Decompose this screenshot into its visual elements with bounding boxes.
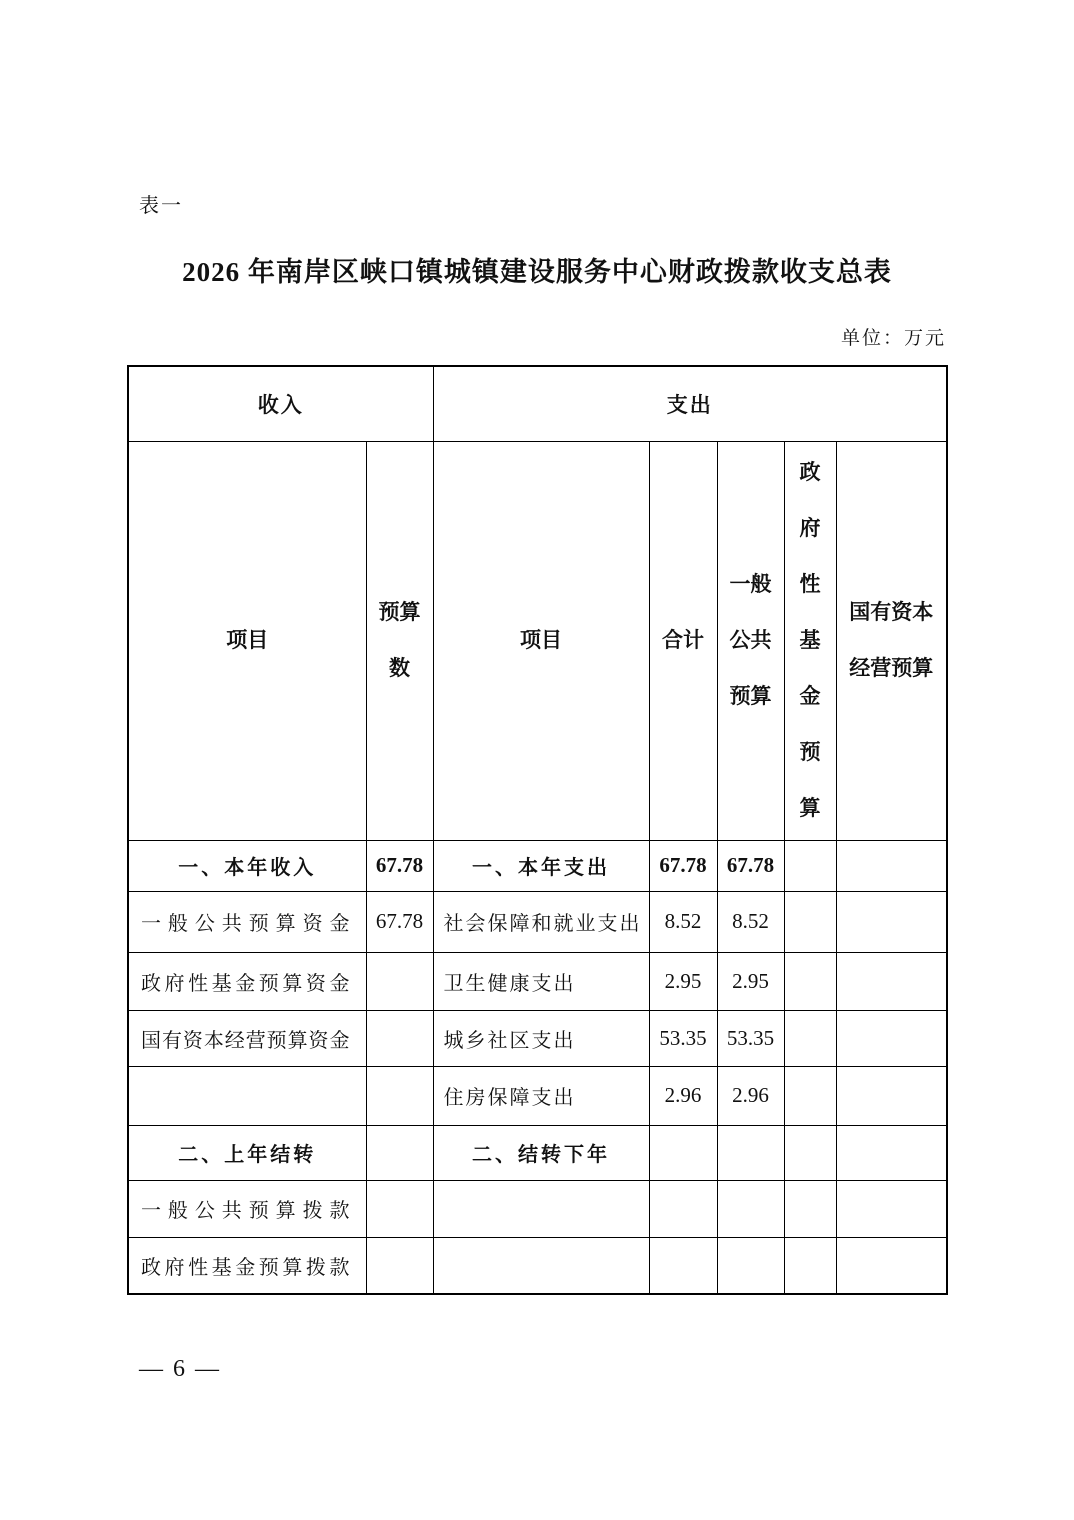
- exp-total-cell: 2.96: [649, 1066, 717, 1125]
- table-row: [128, 952, 947, 1010]
- exp-general-cell: 2.96: [717, 1066, 784, 1125]
- exp-state-capital-cell: [836, 1125, 947, 1180]
- income-budget-cell: [366, 1125, 433, 1180]
- income-budget-cell: 67.78: [366, 840, 433, 891]
- exp-item-cell: [433, 1180, 649, 1237]
- exp-total-header: [649, 441, 717, 840]
- income-budget-cell: [366, 1180, 433, 1237]
- table-label: 表一: [139, 195, 183, 217]
- exp-gov-fund-cell: [784, 1125, 836, 1180]
- income-item-cell: 政府性基金预算资金: [128, 952, 366, 1010]
- exp-total-cell: [649, 1125, 717, 1180]
- exp-general-budget-header: [717, 441, 784, 840]
- table-row: [128, 1237, 947, 1294]
- exp-item-cell: 城乡社区支出: [433, 1010, 649, 1066]
- exp-state-capital-cell: [836, 1010, 947, 1066]
- exp-total-cell: [649, 1237, 717, 1294]
- table-row: [128, 1066, 947, 1125]
- exp-state-capital-cell: [836, 840, 947, 891]
- exp-total-cell: 8.52: [649, 891, 717, 952]
- exp-state-capital-cell: [836, 952, 947, 1010]
- exp-gov-fund-header-label: 政府性基金预算: [799, 460, 821, 820]
- expenditure-group-header: 支出: [433, 366, 947, 441]
- income-budget-header-label: 预算数: [378, 600, 421, 680]
- exp-general-cell: [717, 1180, 784, 1237]
- exp-general-cell: 53.35: [717, 1010, 784, 1066]
- table-row: [128, 1010, 947, 1066]
- exp-gov-fund-cell: [784, 840, 836, 891]
- exp-gov-fund-cell: [784, 1010, 836, 1066]
- table-column-header-row: [128, 441, 947, 840]
- exp-item-cell: [433, 1237, 649, 1294]
- exp-total-cell: 2.95: [649, 952, 717, 1010]
- exp-total-header-label: 合计: [662, 628, 704, 652]
- exp-total-cell: 53.35: [649, 1010, 717, 1066]
- income-item-cell: 一般公共预算资金: [128, 891, 366, 952]
- exp-state-capital-cell: [836, 1066, 947, 1125]
- exp-item-cell: 社会保障和就业支出: [433, 891, 649, 952]
- budget-summary-table: [127, 365, 948, 1295]
- table-row: [128, 1180, 947, 1237]
- table-row: [128, 1125, 947, 1180]
- income-budget-cell: 67.78: [366, 891, 433, 952]
- exp-gov-fund-cell: [784, 891, 836, 952]
- income-budget-cell: [366, 1010, 433, 1066]
- exp-state-capital-header-label: 国有资本经营预算: [849, 600, 934, 680]
- income-group-header: 收入: [128, 366, 433, 441]
- exp-item-cell: 二、结转下年: [433, 1125, 649, 1180]
- income-item-cell: 二、上年结转: [128, 1125, 366, 1180]
- exp-item-cell: 卫生健康支出: [433, 952, 649, 1010]
- page-number: — 6 —: [139, 1356, 221, 1382]
- document-title: 2026 年南岸区峡口镇城镇建设服务中心财政拨款收支总表: [182, 257, 892, 287]
- exp-gov-fund-cell: [784, 1180, 836, 1237]
- table-group-header-row: [128, 366, 947, 441]
- exp-general-cell: 2.95: [717, 952, 784, 1010]
- income-item-cell: 一、本年收入: [128, 840, 366, 891]
- exp-item-header: [433, 441, 649, 840]
- income-budget-cell: [366, 1237, 433, 1294]
- exp-state-capital-cell: [836, 1180, 947, 1237]
- exp-general-cell: [717, 1237, 784, 1294]
- exp-gov-fund-cell: [784, 1237, 836, 1294]
- exp-gov-fund-cell: [784, 1066, 836, 1125]
- exp-general-budget-header-label: 一般公共预算: [729, 572, 772, 708]
- exp-item-cell: 一、本年支出: [433, 840, 649, 891]
- income-item-cell: [128, 1066, 366, 1125]
- exp-total-cell: [649, 1180, 717, 1237]
- exp-general-cell: 67.78: [717, 840, 784, 891]
- exp-gov-fund-header: [784, 441, 836, 840]
- table-row: [128, 840, 947, 891]
- income-budget-cell: [366, 1066, 433, 1125]
- exp-item-cell: 住房保障支出: [433, 1066, 649, 1125]
- income-budget-header: [366, 441, 433, 840]
- income-budget-cell: [366, 952, 433, 1010]
- exp-gov-fund-cell: [784, 952, 836, 1010]
- exp-state-capital-cell: [836, 891, 947, 952]
- income-item-cell: 政府性基金预算拨款: [128, 1237, 366, 1294]
- income-item-cell: 国有资本经营预算资金: [128, 1010, 366, 1066]
- exp-general-cell: [717, 1125, 784, 1180]
- income-item-cell: 一般公共预算拨款: [128, 1180, 366, 1237]
- exp-total-cell: 67.78: [649, 840, 717, 891]
- unit-note: 单位：万元: [840, 328, 946, 349]
- exp-state-capital-header: [836, 441, 947, 840]
- income-item-header-label: 项目: [226, 628, 269, 652]
- exp-state-capital-cell: [836, 1237, 947, 1294]
- exp-general-cell: 8.52: [717, 891, 784, 952]
- exp-item-header-label: 项目: [520, 628, 562, 652]
- table-row: [128, 891, 947, 952]
- income-item-header: [128, 441, 366, 840]
